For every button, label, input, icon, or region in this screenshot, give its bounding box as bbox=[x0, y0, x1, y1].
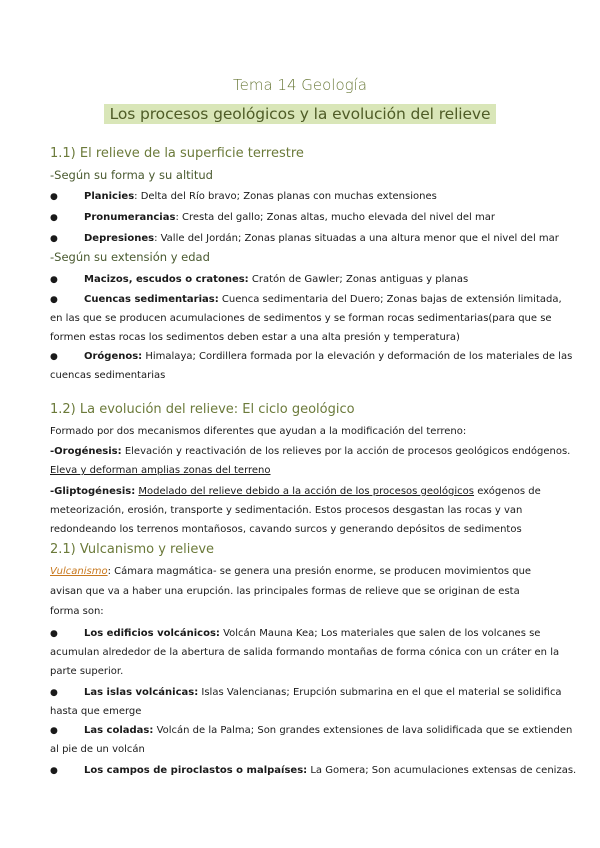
document-title: Tema 14 Geología bbox=[232, 76, 367, 94]
list-item: ● Planicies: Delta del Río bravo; Zonas planas con muchas extensiones bbox=[50, 191, 437, 202]
list-item: ● Orógenos: Himalaya; Cordillera formada por la elevación y deformación de los materiales de las bbox=[50, 351, 573, 362]
bullet-icon: ● bbox=[50, 275, 58, 285]
heading-1-2: 1.2) La evolución del relieve: El ciclo geológico bbox=[50, 402, 355, 417]
vulcanismo-line: Vulcanismo: Cámara magmática- se genera una presión enorme, se producen movimientos que bbox=[50, 566, 532, 577]
list-item-continuation: formen estas rocas los sedimentos deben estar a una alta presión y temperatura) bbox=[50, 332, 460, 343]
list-item: ● Las islas volcánicas: Islas Valencianas; Erupción submarina en el que el material se solidifica bbox=[50, 687, 562, 698]
heading-1-1: 1.1) El relieve de la superficie terrestre bbox=[50, 146, 304, 161]
bullet-icon: ● bbox=[50, 352, 58, 362]
list-item: ● Cuencas sedimentarias: Cuenca sedimentaria del Duero; Zonas bajas de extensión limitada, bbox=[50, 294, 562, 305]
list-item-continuation: hasta que emerge bbox=[50, 706, 142, 717]
list-item: ● Macizos, escudos o cratones: Cratón de Gawler; Zonas antiguas y planas bbox=[50, 274, 469, 285]
bullet-icon: ● bbox=[50, 192, 58, 202]
bullet-icon: ● bbox=[50, 295, 58, 305]
list-item: ● Los edificios volcánicos: Volcán Mauna Kea; Los materiales que salen de los volcanes se bbox=[50, 628, 541, 639]
bullet-icon: ● bbox=[50, 688, 58, 698]
list-item: ● Depresiones: Valle del Jordán; Zonas planas situadas a una altura menor que el nivel del mar bbox=[50, 233, 559, 244]
list-item-continuation: cuencas sedimentarias bbox=[50, 370, 166, 381]
bullet-icon: ● bbox=[50, 213, 58, 223]
list-item-continuation: parte superior. bbox=[50, 666, 124, 677]
bullet-icon: ● bbox=[50, 726, 58, 736]
bullet-icon: ● bbox=[50, 234, 58, 244]
subheading-extension-edad: -Según su extensión y edad bbox=[50, 250, 210, 264]
gliptogenesis-line: -Gliptogénesis: Modelado del relieve debido a la acción de los procesos geológicos exógenos de bbox=[50, 486, 541, 497]
list-item-continuation: en las que se producen acumulaciones de sedimentos y se forman rocas sedimentarias(para que se bbox=[50, 313, 552, 324]
list-item-continuation: acumulan alrededor de la abertura de salida formando montañas de forma cónica con un cráter en la bbox=[50, 647, 560, 658]
heading-2-1: 2.1) Vulcanismo y relieve bbox=[50, 542, 215, 557]
vulcanismo-continuation: avisan que va a haber una erupción. las principales formas de relieve que se originan de esta bbox=[50, 586, 520, 597]
list-item: ● Los campos de piroclastos o malpaíses: La Gomera; Son acumulaciones extensas de cenizas. bbox=[50, 765, 577, 776]
bullet-icon: ● bbox=[50, 629, 58, 639]
gliptogenesis-continuation: meteorización, erosión, transporte y sedimentación. Estos procesos desgastan las rocas y van bbox=[50, 505, 523, 516]
list-item-continuation: al pie de un volcán bbox=[50, 744, 145, 755]
orogenesis-line: -Orogénesis: Elevación y reactivación de los relieves por la acción de procesos geológicos endógenos. bbox=[50, 446, 571, 457]
bullet-icon: ● bbox=[50, 766, 58, 776]
document-subtitle: Los procesos geológicos y la evolución del relieve bbox=[104, 104, 497, 124]
list-item: ● Las coladas: Volcán de la Palma; Son grandes extensiones de lava solidificada que se extienden bbox=[50, 725, 573, 736]
subheading-forma-altitud: -Según su forma y su altitud bbox=[50, 168, 213, 182]
orogenesis-underlined: Eleva y deforman amplias zonas del terreno bbox=[50, 465, 271, 476]
intro-text: Formado por dos mecanismos diferentes que ayudan a la modificación del terreno: bbox=[50, 426, 467, 437]
list-item: ● Pronumerancias: Cresta del gallo; Zonas altas, mucho elevada del nivel del mar bbox=[50, 212, 495, 223]
vulcanismo-continuation: forma son: bbox=[50, 606, 104, 617]
gliptogenesis-continuation: redondeando los terrenos montañosos, cavando surcos y generando depósitos de sedimentos bbox=[50, 524, 522, 535]
